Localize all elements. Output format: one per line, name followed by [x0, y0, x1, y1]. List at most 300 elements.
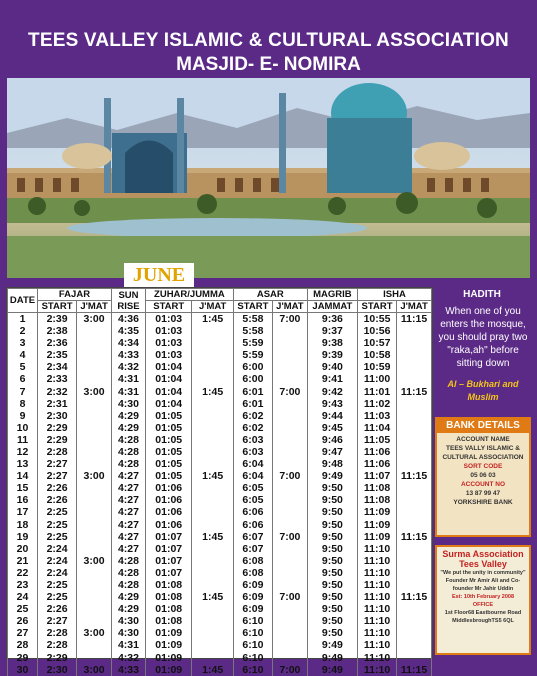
sunrise-cell: 4:30 — [111, 615, 145, 627]
isha-jamat-cell — [397, 555, 432, 567]
asar-jamat-header: J'MAT — [272, 301, 307, 313]
month-banner: JUNE — [124, 263, 194, 287]
zuhar-jamat-cell — [192, 398, 233, 410]
table-row — [8, 373, 432, 385]
zuhar-start-cell: 01:03 — [145, 349, 192, 361]
zuhar-start-cell: 01:08 — [145, 579, 192, 591]
isha-jamat-cell — [397, 349, 432, 361]
fajar-jamat-cell — [77, 506, 112, 518]
table-row — [8, 349, 432, 361]
zuhar-jamat-cell — [192, 410, 233, 422]
zuhar-jamat-cell — [192, 373, 233, 385]
magrib-jammat-cell: 9:50 — [307, 555, 357, 567]
table-row — [8, 664, 432, 676]
isha-start-cell: 11:02 — [357, 398, 396, 410]
table-row — [8, 591, 432, 603]
magrib-jammat-cell: 9:50 — [307, 531, 357, 543]
isha-jamat-cell — [397, 325, 432, 337]
fajar-start-cell: 2:29 — [38, 434, 77, 446]
date-cell: 15 — [8, 482, 38, 494]
isha-jamat-cell — [397, 543, 432, 555]
timetable-table — [7, 288, 432, 676]
zuhar-jamat-cell — [192, 325, 233, 337]
zuhar-jamat-cell — [192, 458, 233, 470]
fajar-jamat-cell: 3:00 — [77, 470, 112, 482]
magrib-jammat-cell: 9:48 — [307, 458, 357, 470]
sunrise-cell: 4:29 — [111, 422, 145, 434]
magrib-jammat-cell: 9:43 — [307, 398, 357, 410]
table-row — [8, 470, 432, 482]
surma-motto: "We put the unity in community" — [440, 570, 526, 576]
asar-start-cell: 6:09 — [233, 591, 272, 603]
zuhar-start-cell: 01:04 — [145, 361, 192, 373]
asar-jamat-cell — [272, 506, 307, 518]
isha-start-cell: 11:09 — [357, 519, 396, 531]
isha-start-cell: 11:00 — [357, 373, 396, 385]
fajar-jamat-cell — [77, 591, 112, 603]
isha-header: ISHA — [357, 289, 431, 301]
isha-start-cell: 11:09 — [357, 531, 396, 543]
isha-start-header: START — [357, 301, 396, 313]
isha-start-cell: 11:10 — [357, 603, 396, 615]
zuhar-start-cell: 01:03 — [145, 313, 192, 326]
asar-jamat-cell: 7:00 — [272, 664, 307, 676]
asar-start-cell: 5:58 — [233, 313, 272, 326]
zuhar-jamat-cell — [192, 349, 233, 361]
magrib-jammat-cell: 9:50 — [307, 519, 357, 531]
fajar-start-cell: 2:24 — [38, 543, 77, 555]
fajar-jamat-cell — [77, 531, 112, 543]
fajar-jamat-cell — [77, 579, 112, 591]
sunrise-cell: 4:30 — [111, 627, 145, 639]
fajar-start-cell: 2:39 — [38, 313, 77, 326]
asar-start-cell: 6:08 — [233, 567, 272, 579]
date-cell: 30 — [8, 664, 38, 676]
date-cell: 2 — [8, 325, 38, 337]
isha-start-cell: 11:10 — [357, 555, 396, 567]
zuhar-start-cell: 01:08 — [145, 615, 192, 627]
magrib-jammat-cell: 9:37 — [307, 325, 357, 337]
isha-jamat-cell — [397, 652, 432, 664]
date-cell: 28 — [8, 639, 38, 651]
fajar-start-cell: 2:26 — [38, 494, 77, 506]
isha-jamat-cell — [397, 639, 432, 651]
zuhar-jamat-cell: 1:45 — [192, 531, 233, 543]
magrib-jammat-cell: 9:41 — [307, 373, 357, 385]
magrib-jammat-header: JAMMAT — [307, 301, 357, 313]
isha-jamat-cell — [397, 506, 432, 518]
magrib-jammat-cell: 9:40 — [307, 361, 357, 373]
isha-start-cell: 11:05 — [357, 434, 396, 446]
asar-start-cell: 6:10 — [233, 627, 272, 639]
asar-start-header: START — [233, 301, 272, 313]
magrib-jammat-cell: 9:50 — [307, 591, 357, 603]
date-cell: 16 — [8, 494, 38, 506]
asar-jamat-cell — [272, 446, 307, 458]
sunrise-header: SUN RISE — [111, 289, 145, 313]
magrib-jammat-cell: 9:50 — [307, 615, 357, 627]
prayer-timetable — [6, 287, 433, 676]
zuhar-start-cell: 01:05 — [145, 410, 192, 422]
asar-start-cell: 6:00 — [233, 361, 272, 373]
asar-jamat-cell — [272, 349, 307, 361]
fajar-jamat-cell: 3:00 — [77, 385, 112, 397]
sunrise-cell: 4:28 — [111, 434, 145, 446]
fajar-start-cell: 2:30 — [38, 664, 77, 676]
isha-start-cell: 11:10 — [357, 639, 396, 651]
sunrise-cell: 4:29 — [111, 603, 145, 615]
isha-jamat-cell — [397, 422, 432, 434]
table-row — [8, 639, 432, 651]
asar-jamat-cell — [272, 494, 307, 506]
magrib-jammat-cell: 9:47 — [307, 446, 357, 458]
group-header-row — [8, 289, 432, 301]
date-cell: 21 — [8, 555, 38, 567]
magrib-jammat-cell: 9:50 — [307, 482, 357, 494]
asar-jamat-cell — [272, 361, 307, 373]
date-cell: 11 — [8, 434, 38, 446]
fajar-jamat-cell — [77, 434, 112, 446]
surma-address: 1st Floor68 Eastbourne Road MiddlesbroughTS5 6QL — [444, 610, 522, 624]
zuhar-jamat-cell — [192, 543, 233, 555]
fajar-header: FAJAR — [38, 289, 112, 301]
table-row — [8, 422, 432, 434]
sunrise-cell: 4:36 — [111, 313, 145, 326]
sunrise-cell: 4:28 — [111, 567, 145, 579]
asar-start-cell: 6:05 — [233, 482, 272, 494]
date-cell: 26 — [8, 615, 38, 627]
date-cell: 17 — [8, 506, 38, 518]
zuhar-jamat-cell — [192, 482, 233, 494]
fajar-start-cell: 2:30 — [38, 410, 77, 422]
zuhar-start-cell: 01:07 — [145, 555, 192, 567]
date-cell: 14 — [8, 470, 38, 482]
fajar-jamat-cell — [77, 373, 112, 385]
surma-association — [435, 545, 531, 655]
asar-start-cell: 6:09 — [233, 579, 272, 591]
zuhar-start-cell: 01:04 — [145, 373, 192, 385]
mosque-title: MASJID- E- NOMIRA — [176, 54, 361, 75]
isha-start-cell: 11:10 — [357, 627, 396, 639]
sunrise-cell: 4:31 — [111, 385, 145, 397]
fajar-start-cell: 2:28 — [38, 446, 77, 458]
asar-jamat-cell: 7:00 — [272, 591, 307, 603]
date-cell: 10 — [8, 422, 38, 434]
isha-jamat-cell — [397, 337, 432, 349]
zuhar-jamat-cell — [192, 579, 233, 591]
fajar-jamat-cell — [77, 482, 112, 494]
table-row — [8, 337, 432, 349]
hadith-title: HADITH — [463, 289, 501, 300]
fajar-jamat-cell — [77, 361, 112, 373]
asar-jamat-cell — [272, 482, 307, 494]
timetable-body — [8, 313, 432, 676]
surma-est: Est: 10th February 2008 — [451, 594, 515, 600]
fajar-jamat-cell — [77, 639, 112, 651]
magrib-jammat-cell: 9:44 — [307, 410, 357, 422]
asar-jamat-cell — [272, 615, 307, 627]
asar-header: ASAR — [233, 289, 307, 301]
fajar-start-cell: 2:32 — [38, 385, 77, 397]
zuhar-start-cell: 01:08 — [145, 591, 192, 603]
magrib-jammat-cell: 9:50 — [307, 567, 357, 579]
isha-jamat-cell — [397, 567, 432, 579]
sunrise-cell: 4:35 — [111, 325, 145, 337]
sub-header-row — [8, 301, 432, 313]
zuhar-jamat-cell: 1:45 — [192, 591, 233, 603]
isha-start-cell: 11:07 — [357, 470, 396, 482]
zuhar-start-cell: 01:06 — [145, 482, 192, 494]
fajar-jamat-cell — [77, 458, 112, 470]
asar-jamat-cell — [272, 519, 307, 531]
sunrise-cell: 4:29 — [111, 410, 145, 422]
fajar-start-cell: 2:27 — [38, 615, 77, 627]
zuhar-start-cell: 01:09 — [145, 652, 192, 664]
zuhar-jamat-cell — [192, 519, 233, 531]
asar-jamat-cell — [272, 398, 307, 410]
isha-jamat-cell: 11:15 — [397, 470, 432, 482]
zuhar-jamat-cell — [192, 422, 233, 434]
sunrise-cell: 4:27 — [111, 470, 145, 482]
fajar-start-cell: 2:29 — [38, 652, 77, 664]
header — [0, 0, 537, 78]
sort-code-label: SORT CODE — [463, 463, 503, 470]
zuhar-start-cell: 01:05 — [145, 422, 192, 434]
magrib-jammat-cell: 9:36 — [307, 313, 357, 326]
fajar-jamat-cell — [77, 567, 112, 579]
fajar-start-cell: 2:25 — [38, 591, 77, 603]
table-row — [8, 531, 432, 543]
zuhar-jamat-cell — [192, 506, 233, 518]
side-panel — [433, 287, 531, 659]
magrib-jammat-cell: 9:49 — [307, 652, 357, 664]
isha-start-cell: 11:10 — [357, 579, 396, 591]
date-cell: 9 — [8, 410, 38, 422]
isha-start-cell: 11:10 — [357, 543, 396, 555]
magrib-jammat-cell: 9:50 — [307, 579, 357, 591]
sunrise-cell: 4:28 — [111, 458, 145, 470]
asar-jamat-cell: 7:00 — [272, 531, 307, 543]
sunrise-cell: 4:32 — [111, 652, 145, 664]
surma-office-label: OFFICE — [472, 602, 494, 608]
zuhar-jamat-cell: 1:45 — [192, 385, 233, 397]
fajar-start-cell: 2:25 — [38, 519, 77, 531]
asar-jamat-cell — [272, 458, 307, 470]
bank-details — [435, 417, 531, 537]
asar-start-cell: 5:58 — [233, 325, 272, 337]
isha-jamat-cell — [397, 446, 432, 458]
isha-start-cell: 11:06 — [357, 458, 396, 470]
zuhar-start-cell: 01:09 — [145, 664, 192, 676]
isha-jamat-cell — [397, 361, 432, 373]
fajar-jamat-cell — [77, 410, 112, 422]
table-row — [8, 434, 432, 446]
zuhar-jamat-cell — [192, 603, 233, 615]
magrib-jammat-cell: 9:49 — [307, 664, 357, 676]
sort-code: 05 06 03 — [470, 472, 496, 479]
isha-start-cell: 11:10 — [357, 664, 396, 676]
zuhar-jamat-cell: 1:45 — [192, 470, 233, 482]
zuhar-start-cell: 01:03 — [145, 325, 192, 337]
asar-start-cell: 6:02 — [233, 410, 272, 422]
asar-jamat-cell — [272, 579, 307, 591]
zuhar-start-cell: 01:07 — [145, 531, 192, 543]
asar-jamat-cell — [272, 603, 307, 615]
fajar-jamat-cell: 3:00 — [77, 555, 112, 567]
isha-jamat-cell: 11:15 — [397, 664, 432, 676]
zuhar-jamat-cell — [192, 434, 233, 446]
isha-start-cell: 11:08 — [357, 482, 396, 494]
sunrise-cell: 4:30 — [111, 398, 145, 410]
magrib-jammat-cell: 9:50 — [307, 494, 357, 506]
asar-start-cell: 6:07 — [233, 531, 272, 543]
fajar-jamat-cell — [77, 349, 112, 361]
asar-jamat-cell: 7:00 — [272, 385, 307, 397]
isha-jamat-cell — [397, 398, 432, 410]
fajar-start-cell: 2:34 — [38, 361, 77, 373]
date-cell: 18 — [8, 519, 38, 531]
zuhar-start-cell: 01:06 — [145, 506, 192, 518]
fajar-jamat-cell — [77, 519, 112, 531]
zuhar-start-cell: 01:04 — [145, 385, 192, 397]
fajar-start-cell: 2:31 — [38, 398, 77, 410]
isha-start-cell: 11:10 — [357, 615, 396, 627]
date-cell: 8 — [8, 398, 38, 410]
fajar-start-cell: 2:27 — [38, 458, 77, 470]
fajar-start-cell: 2:28 — [38, 639, 77, 651]
asar-jamat-cell — [272, 639, 307, 651]
asar-jamat-cell — [272, 410, 307, 422]
zuhar-jamat-cell — [192, 446, 233, 458]
zuhar-start-cell: 01:05 — [145, 458, 192, 470]
zuhar-start-cell: 01:08 — [145, 603, 192, 615]
date-cell: 23 — [8, 579, 38, 591]
asar-start-cell: 6:03 — [233, 446, 272, 458]
asar-start-cell: 6:07 — [233, 543, 272, 555]
asar-start-cell: 6:10 — [233, 615, 272, 627]
zuhar-start-cell: 01:05 — [145, 434, 192, 446]
table-row — [8, 385, 432, 397]
sunrise-cell: 4:27 — [111, 519, 145, 531]
date-cell: 13 — [8, 458, 38, 470]
sunrise-cell: 4:28 — [111, 579, 145, 591]
sunrise-cell: 4:33 — [111, 664, 145, 676]
isha-start-cell: 10:55 — [357, 313, 396, 326]
asar-jamat-cell — [272, 337, 307, 349]
fajar-start-cell: 2:26 — [38, 603, 77, 615]
isha-jamat-cell — [397, 615, 432, 627]
asar-jamat-cell: 7:00 — [272, 470, 307, 482]
table-row — [8, 603, 432, 615]
date-cell: 1 — [8, 313, 38, 326]
zuhar-jamat-cell — [192, 555, 233, 567]
isha-start-cell: 11:10 — [357, 567, 396, 579]
date-cell: 25 — [8, 603, 38, 615]
zuhar-jamat-cell: 1:45 — [192, 313, 233, 326]
zuhar-start-header: START — [145, 301, 192, 313]
zuhar-jamat-cell — [192, 494, 233, 506]
asar-start-cell: 6:10 — [233, 652, 272, 664]
sunrise-cell: 4:27 — [111, 494, 145, 506]
table-row — [8, 506, 432, 518]
table-row — [8, 579, 432, 591]
magrib-jammat-cell: 9:46 — [307, 434, 357, 446]
isha-jamat-cell — [397, 410, 432, 422]
fajar-jamat-cell — [77, 615, 112, 627]
asar-start-cell: 6:09 — [233, 603, 272, 615]
sunrise-cell: 4:34 — [111, 337, 145, 349]
fajar-start-cell: 2:33 — [38, 373, 77, 385]
fajar-jamat-cell — [77, 603, 112, 615]
isha-start-cell: 10:56 — [357, 325, 396, 337]
asar-start-cell: 6:02 — [233, 422, 272, 434]
date-cell: 6 — [8, 373, 38, 385]
asar-jamat-cell — [272, 567, 307, 579]
fajar-jamat-cell — [77, 422, 112, 434]
asar-start-cell: 5:59 — [233, 349, 272, 361]
table-row — [8, 627, 432, 639]
account-no-label: ACCOUNT NO — [460, 481, 506, 488]
magrib-header: MAGRIB — [307, 289, 357, 301]
zuhar-jamat-cell — [192, 337, 233, 349]
zuhar-jamat-cell — [192, 567, 233, 579]
sunrise-cell: 4:33 — [111, 349, 145, 361]
asar-start-cell: 6:04 — [233, 458, 272, 470]
date-cell: 24 — [8, 591, 38, 603]
asar-jamat-cell — [272, 325, 307, 337]
hadith-box — [436, 305, 530, 411]
date-cell: 27 — [8, 627, 38, 639]
fajar-jamat-cell — [77, 543, 112, 555]
isha-start-cell: 11:10 — [357, 652, 396, 664]
sunrise-cell: 4:29 — [111, 591, 145, 603]
isha-start-cell: 11:06 — [357, 446, 396, 458]
fajar-start-cell: 2:29 — [38, 422, 77, 434]
fajar-jamat-cell: 3:00 — [77, 664, 112, 676]
magrib-jammat-cell: 9:38 — [307, 337, 357, 349]
zuhar-start-cell: 01:05 — [145, 446, 192, 458]
zuhar-jamat-cell: 1:45 — [192, 664, 233, 676]
table-row — [8, 652, 432, 664]
asar-start-cell: 6:04 — [233, 470, 272, 482]
hadith-text: When one of you enters the mosque, you should pray two "raka,ah" before sitting down — [438, 306, 528, 369]
asar-start-cell: 6:08 — [233, 555, 272, 567]
account-name-label: ACCOUNT NAME — [456, 436, 510, 443]
asar-jamat-cell — [272, 543, 307, 555]
table-row — [8, 398, 432, 410]
table-row — [8, 519, 432, 531]
isha-jamat-header: J'MAT — [397, 301, 432, 313]
isha-start-cell: 10:57 — [357, 337, 396, 349]
table-row — [8, 555, 432, 567]
zuhar-jamat-cell — [192, 652, 233, 664]
asar-start-cell: 6:06 — [233, 519, 272, 531]
table-row — [8, 458, 432, 470]
magrib-jammat-cell: 9:50 — [307, 603, 357, 615]
account-name: TEES VALLY ISLAMIC & CULTURAL ASSOCIATION — [442, 445, 524, 461]
magrib-jammat-cell: 9:50 — [307, 627, 357, 639]
isha-start-cell: 11:01 — [357, 385, 396, 397]
fajar-start-cell: 2:24 — [38, 555, 77, 567]
sunrise-cell: 4:31 — [111, 373, 145, 385]
fajar-jamat-cell — [77, 494, 112, 506]
zuhar-start-cell: 01:07 — [145, 543, 192, 555]
table-row — [8, 446, 432, 458]
table-row — [8, 494, 432, 506]
zuhar-start-cell: 01:07 — [145, 567, 192, 579]
sunrise-cell: 4:27 — [111, 531, 145, 543]
asar-start-cell: 6:10 — [233, 664, 272, 676]
